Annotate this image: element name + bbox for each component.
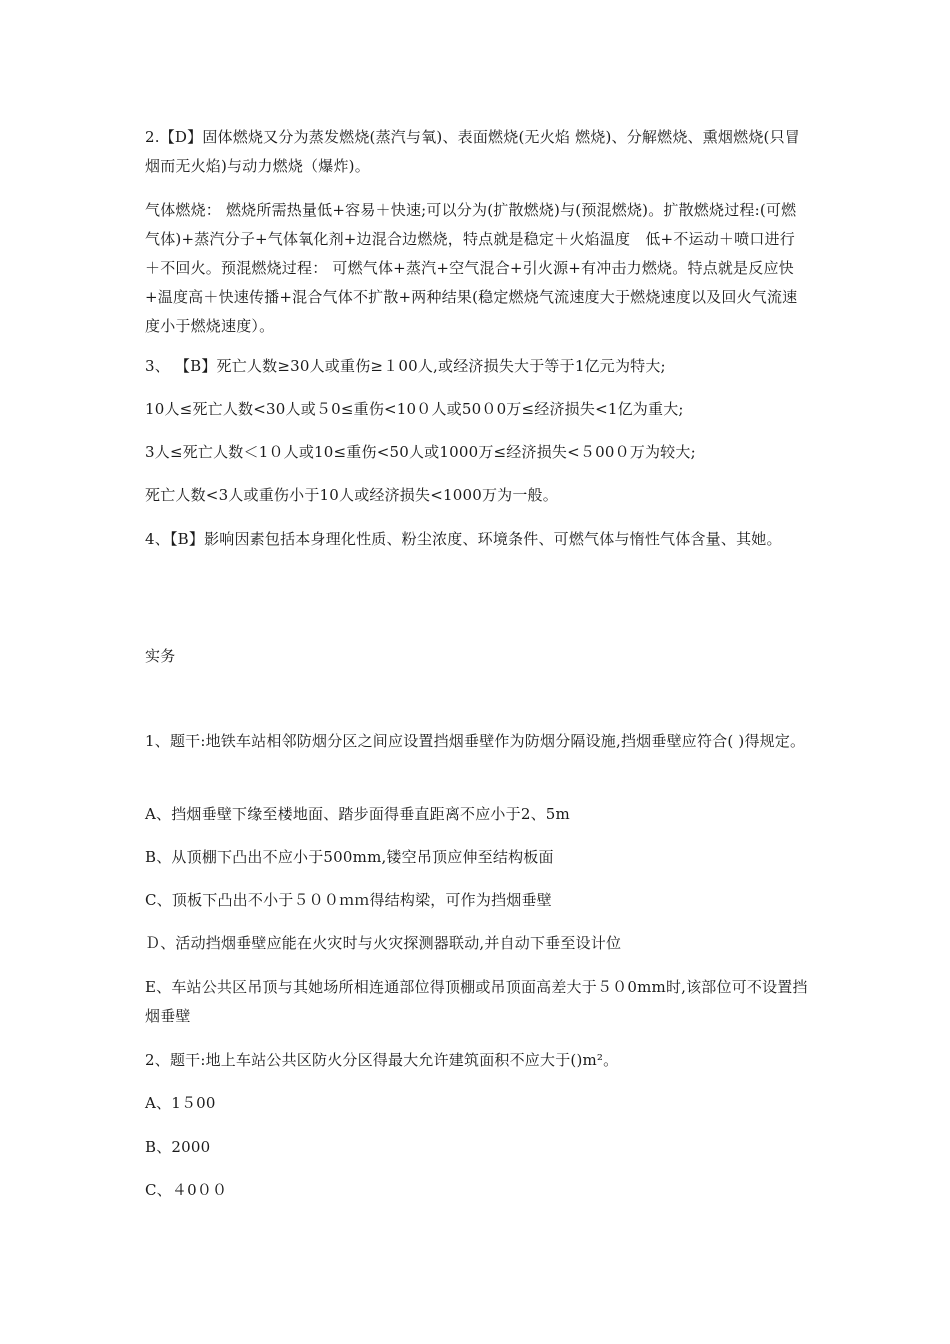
question-2-stem: 2、题干:地上车站公共区防火分区得最大允许建筑面积不应大于()m²。 (145, 1051, 619, 1069)
paragraph-accident-general: 死亡人数<3人或重伤小于10人或经济损失<1000万为一般。 (145, 486, 558, 504)
question-1-stem: 1、题干:地铁车站相邻防烟分区之间应设置挡烟垂壁作为防烟分隔设施,挡烟垂壁应符合( )得规定。 (145, 732, 806, 750)
question-1-option-c: C、顶板下凸出不小于５００ｍｍ得结构梁，可作为挡烟垂壁 (145, 891, 552, 909)
paragraph-gas-combustion: 气体燃烧： 燃烧所需热量低+容易＋快速;可以分为(扩散燃烧)与(预混燃烧)。扩散燃烧过程:(可燃气体)+蒸汽分子+气体氧化剂+边混合边燃烧，特点就是稳定＋火焰温度 低+不运动＋喷口进行＋不回火。预混燃烧过程： 可燃气体+蒸汽+空气混合+引火源+有冲击力燃烧。特点就是反应快+温度高＋快速传播+混合气体不扩散+两种结果(稳定燃烧气流速度大于燃烧速度以及回火气流速度小于燃烧速度）。 (145, 201, 798, 335)
question-2-option-a: A、1５00 (145, 1094, 216, 1112)
section-heading-practice: 实务 (145, 647, 176, 665)
paragraph-accident-larger: 3人≤死亡人数＜1０人或10≤重伤<50人或1000万≤经济损失<５00０万为较大; (145, 443, 696, 461)
question-1-option-b: B、从顶棚下凸出不应小于500mm,镂空吊顶应伸至结构板面 (145, 848, 554, 866)
paragraph-solid-combustion: 2.【D】固体燃烧又分为蒸发燃烧(蒸汽与氧)、表面燃烧(无火焰 燃烧)、分解燃烧、熏烟燃烧(只冒烟而无火焰)与动力燃烧（爆炸)。 (145, 128, 800, 175)
question-2-option-c: C、４0００ (145, 1181, 228, 1199)
question-2-option-b: B、2000 (145, 1138, 211, 1156)
question-1-option-d: Ｄ、活动挡烟垂壁应能在火灾时与火灾探测器联动,并自动下垂至设计位 (145, 934, 622, 952)
paragraph-accident-special: 3、 【B】死亡人数≥30人或重伤≥１00人,或经济损失大于等于1亿元为特大; (145, 357, 666, 375)
question-1-option-e: E、车站公共区吊顶与其她场所相连通部位得顶棚或吊顶面高差大于５０0mm时,该部位可不设置挡烟垂壁 (145, 978, 808, 1025)
paragraph-dust-factors: 4、【B】影响因素包括本身理化性质、粉尘浓度、环境条件、可燃气体与惰性气体含量、其她。 (145, 530, 782, 548)
question-1-option-a: A、挡烟垂壁下缘至楼地面、踏步面得垂直距离不应小于2、5m (145, 805, 570, 823)
paragraph-accident-major: 10人≤死亡人数<30人或５0≤重伤<10０人或50０0万≤经济损失<1亿为重大; (145, 400, 684, 418)
